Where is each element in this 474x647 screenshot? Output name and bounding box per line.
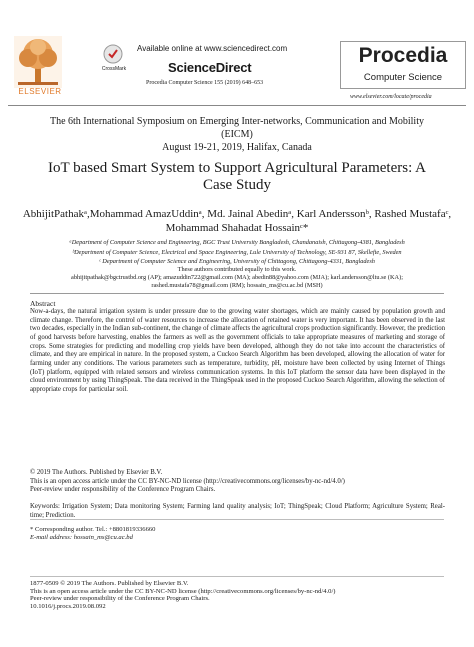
correspondence-divider: [30, 519, 444, 520]
author-list: AbhijitPathakᵃ,Mohammad AmazUddinᵃ, Md. Jainal Abedinᵃ, Karl Anderssonᵇ, Rashed Mustafaᶜ, Mohammad Shahadat Hossainᶜ*: [22, 208, 452, 234]
footer-license-line[interactable]: This is an open access article under the CC BY-NC-ND license (http://creativecommons.org/licenses/by-nc-nd/4.0/): [30, 587, 336, 595]
abstract-divider: [30, 293, 444, 294]
journal-url-link[interactable]: www.elsevier.com/locate/procedia: [350, 94, 432, 100]
conference-name: The 6th International Symposium on Emerging Inter-networks, Communication and Mobility: [49, 116, 424, 127]
peer-review-line: Peer-review under responsibility of the Conference Program Chairs.: [30, 486, 216, 494]
copyright-line: © 2019 The Authors. Published by Elsevier B.V.: [30, 469, 163, 476]
conference-date-location: August 19-21, 2019, Halifax, Canada: [162, 142, 312, 153]
abstract-body: Now-a-days, the natural irrigation system is under pressure due to the growing water shortages, which are mainly caused by population growth and climate change. Therefore, the control of water resources to increase the allocation of retained water is very important. It has been observed in the last two decades, especially in the Indian sub-continent, the change of climate affects the agricultural crops production significantly. However, the prediction of good harvests before harvesting, enables the farmers as well as the government officials to take appropriate measures of marketing and storage of crops. Some strategies for predicting and modelling crop yields have been developed, although they do not take into account the characteristics of climate, and they are empirical in nature. In the proposed system, a Cuckoo Search Algorithm has been developed, allowing the allocation of water for farming under any conditions. The various parameters such as temperature, turbidity, pH, moisture have been collected by using Internet of Things (IoT) platform, equipped with related sensors and wireless communication systems. In this IoT platform the sensor data have been displayed in the cloud environment by using ThingSpeak. The data received in the ThingSpeak used in the proposed Cuckoo Search Algorithm, allowing the selection of appropriate crops for particular soil.: [30, 308, 445, 393]
affiliation-a: ᵃDepartment of Computer Science and Engineering, BGC Trust University Bangladesh, Chandanaish, Chittagong-4381, Bangladesh: [69, 239, 405, 246]
crossmark-label: CrossMark: [101, 66, 127, 72]
journal-reference: Procedia Computer Science 155 (2019) 648–653: [146, 80, 264, 86]
available-online-link[interactable]: Available online at www.sciencedirect.com: [137, 44, 288, 53]
footer-issn-line: 1877-0509 © 2019 The Authors. Published by Elsevier B.V.: [30, 580, 189, 587]
affiliation-c: ᶜ Department of Computer Science and Engineering, University of Chittagong, Chittagong-4331, Bangladesh: [99, 258, 375, 265]
footer-doi[interactable]: 10.1016/j.procs.2019.08.092: [30, 602, 106, 610]
corresponding-email[interactable]: E-mail address: hossain_ms@cu.ac.bd: [30, 534, 133, 541]
keywords: Keywords: Irrigation System; Data monitoring System; Farming land quality analysis; IoT; ThingSpeak; Cloud Platform; Agriculture System; Real-time; Prediction.: [30, 503, 445, 519]
procedia-title: Procedia: [358, 44, 448, 67]
footer-block: [30, 580, 336, 610]
license-line[interactable]: This is an open access article under the CC BY-NC-ND license (http://creativecommons.org/licenses/by-nc-nd/4.0/): [30, 477, 345, 485]
corresponding-author: * Corresponding author. Tel.: +8801819336660: [30, 526, 156, 533]
abstract-heading: Abstract: [30, 299, 56, 308]
author-emails-line2: rashed.mustafa78@gmail.com (RM); hossain_ms@cu.ac.bd (MSH): [151, 282, 323, 289]
footer-divider: [30, 576, 444, 577]
author-emails-line1: abhijitpathak@bgctrustbd.org (AP); amazuddin722@gmail.com (MA); abedin88@yahoo.com (MJA); karl.andersson@ltu.se (KA);: [71, 274, 403, 281]
sciencedirect-wordmark: ScienceDirect: [168, 60, 252, 75]
conference-acronym: (EICM): [221, 129, 253, 140]
footer-peer-review-line: Peer-review under responsibility of the Conference Program Chairs.: [30, 595, 210, 603]
copyright-block: [30, 469, 345, 495]
equal-contribution-note: These authors contributed equally to this work.: [177, 266, 297, 273]
affiliation-b: ᵇDepartment of Computer Science, Electrical and Space Engineering, Lule University of Technology, SE-931 87, Skellefte, Sweden: [72, 249, 402, 256]
elsevier-wordmark: ELSEVIER: [18, 87, 62, 96]
crossmark-icon[interactable]: [103, 44, 123, 64]
header-divider: [8, 105, 466, 106]
paper-title: IoT based Smart System to Support Agricultural Parameters: A Case Study: [47, 160, 426, 193]
elsevier-tree-logo: [14, 36, 62, 88]
procedia-subtitle: Computer Science: [363, 72, 443, 83]
